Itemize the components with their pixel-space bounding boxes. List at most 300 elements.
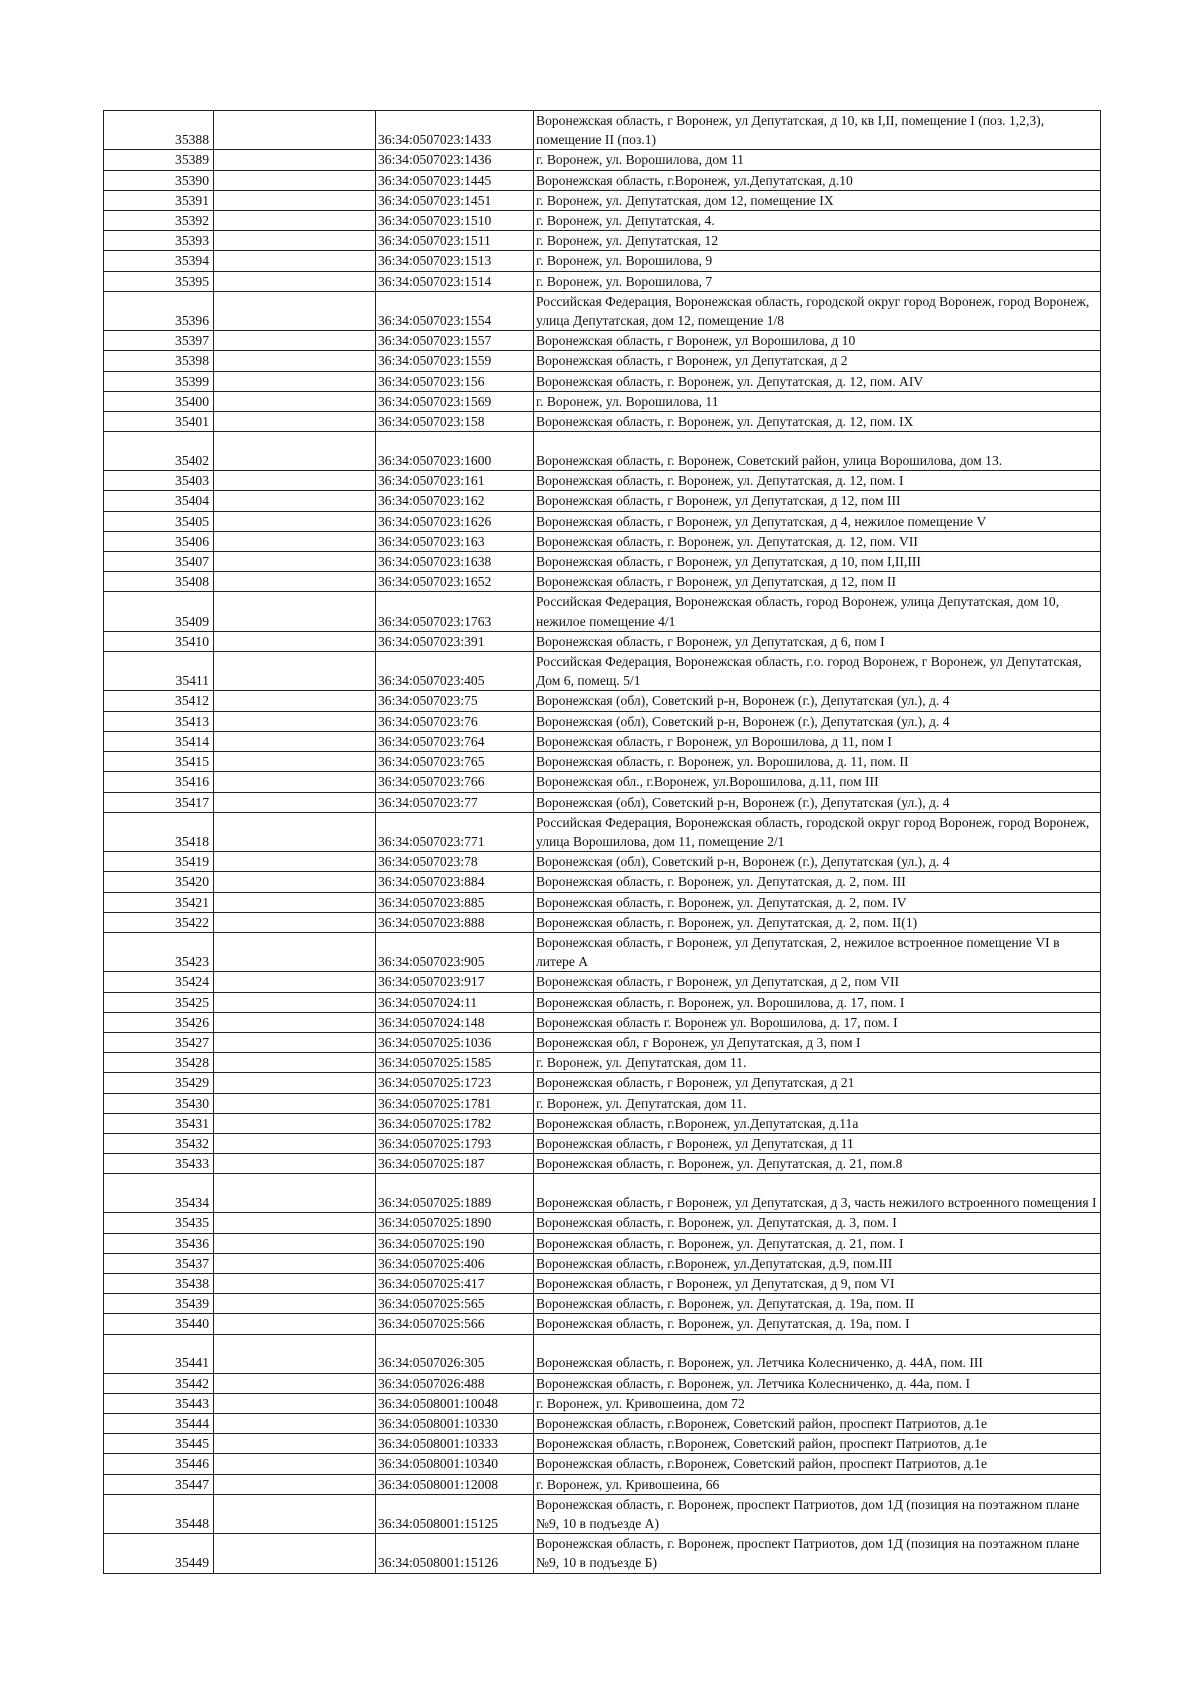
record-number: 35417: [104, 792, 214, 812]
table-row: [104, 992, 1101, 1012]
table-row: [104, 1032, 1101, 1052]
record-number: 35416: [104, 772, 214, 792]
record-number: 35414: [104, 731, 214, 751]
table-row: [104, 1213, 1101, 1233]
record-number: 35392: [104, 211, 214, 231]
address: Воронежская область, г Воронеж, ул Ворошилова, д 10: [534, 331, 1101, 351]
record-number: 35401: [104, 412, 214, 432]
table-row: [104, 752, 1101, 772]
record-number: 35443: [104, 1393, 214, 1413]
address: Воронежская область, г. Воронеж, ул. Летчика Колесниченко, д. 44А, пом. III: [534, 1334, 1101, 1373]
cadastral-number: 36:34:0507023:1652: [376, 572, 534, 592]
table-row: [104, 111, 1101, 150]
record-number: 35435: [104, 1213, 214, 1233]
table-row: [104, 711, 1101, 731]
address: г. Воронеж, ул. Депутатская, дом 11.: [534, 1093, 1101, 1113]
address: Воронежская область, г. Воронеж, проспект Патриотов, дом 1Д (позиция на поэтажном плане №9, 10 в подъезде Б): [534, 1534, 1101, 1573]
empty-cell: [214, 572, 376, 592]
cadastral-number: 36:34:0508001:15126: [376, 1534, 534, 1573]
address: г. Воронеж, ул. Ворошилова, 9: [534, 251, 1101, 271]
empty-cell: [214, 1294, 376, 1314]
cadastral-number: 36:34:0508001:15125: [376, 1494, 534, 1533]
cadastral-number: 36:34:0507023:765: [376, 752, 534, 772]
empty-cell: [214, 1113, 376, 1133]
address: Воронежская область, г. Воронеж, проспект Патриотов, дом 1Д (позиция на поэтажном плане №9, 10 в подъезде А): [534, 1494, 1101, 1533]
address: Воронежская область, г. Воронеж, ул. Депутатская, д. 3, пом. I: [534, 1213, 1101, 1233]
cadastral-number: 36:34:0508001:10330: [376, 1413, 534, 1433]
cadastral-number: 36:34:0508001:10333: [376, 1434, 534, 1454]
table-row: [104, 1454, 1101, 1474]
address: г. Воронеж, ул. Ворошилова, дом 11: [534, 150, 1101, 170]
table-row: [104, 1073, 1101, 1093]
address: г. Воронеж, ул. Ворошилова, 11: [534, 391, 1101, 411]
empty-cell: [214, 1273, 376, 1293]
cadastral-number: 36:34:0507026:305: [376, 1334, 534, 1373]
address: Воронежская область, г. Воронеж, ул. Ворошилова, д. 17, пом. I: [534, 992, 1101, 1012]
cadastral-number: 36:34:0507023:771: [376, 812, 534, 851]
record-number: 35434: [104, 1174, 214, 1213]
address: Воронежская область, г. Воронеж, Советский район, улица Ворошилова, дом 13.: [534, 432, 1101, 471]
address: Воронежская область, г Воронеж, ул Депутатская, д 3, часть нежилого встроенного помещения I: [534, 1174, 1101, 1213]
record-number: 35428: [104, 1053, 214, 1073]
address: Воронежская область, г. Воронеж, ул. Летчика Колесниченко, д. 44а, пом. I: [534, 1373, 1101, 1393]
record-number: 35402: [104, 432, 214, 471]
cadastral-number: 36:34:0507023:766: [376, 772, 534, 792]
address: г. Воронеж, ул. Кривошеина, дом 72: [534, 1393, 1101, 1413]
cadastral-number: 36:34:0507023:1436: [376, 150, 534, 170]
table-row: [104, 792, 1101, 812]
address: Воронежская область, г. Воронеж, ул. Депутатская, д. 12, пом. I: [534, 471, 1101, 491]
table-row: [104, 1393, 1101, 1413]
table-row: [104, 1253, 1101, 1273]
cadastral-number: 36:34:0507025:1723: [376, 1073, 534, 1093]
table-row: [104, 631, 1101, 651]
table-row: [104, 251, 1101, 271]
cadastral-number: 36:34:0507025:190: [376, 1233, 534, 1253]
table-row: [104, 852, 1101, 872]
record-number: 35391: [104, 190, 214, 210]
empty-cell: [214, 1494, 376, 1533]
cadastral-number: 36:34:0507023:78: [376, 852, 534, 872]
empty-cell: [214, 150, 376, 170]
record-number: 35389: [104, 150, 214, 170]
registry-table-body: [104, 111, 1101, 1574]
table-row: [104, 1053, 1101, 1073]
cadastral-number: 36:34:0507023:391: [376, 631, 534, 651]
cadastral-number: 36:34:0507023:1600: [376, 432, 534, 471]
record-number: 35439: [104, 1294, 214, 1314]
address: Воронежская область, г Воронеж, ул Депутатская, 2, нежилое встроенное помещение VI в литере А: [534, 932, 1101, 971]
cadastral-number: 36:34:0507023:161: [376, 471, 534, 491]
address: Воронежская область, г Воронеж, ул Ворошилова, д 11, пом I: [534, 731, 1101, 751]
empty-cell: [214, 652, 376, 691]
empty-cell: [214, 752, 376, 772]
table-row: [104, 231, 1101, 251]
cadastral-number: 36:34:0507023:1559: [376, 351, 534, 371]
address: Воронежская (обл), Советский р-н, Воронеж (г.), Депутатская (ул.), д. 4: [534, 792, 1101, 812]
table-row: [104, 1113, 1101, 1133]
table-row: [104, 150, 1101, 170]
cadastral-number: 36:34:0507023:1513: [376, 251, 534, 271]
table-row: [104, 572, 1101, 592]
table-row: [104, 1474, 1101, 1494]
record-number: 35436: [104, 1233, 214, 1253]
empty-cell: [214, 1413, 376, 1433]
empty-cell: [214, 1032, 376, 1052]
cadastral-number: 36:34:0507023:158: [376, 412, 534, 432]
record-number: 35437: [104, 1253, 214, 1273]
cadastral-number: 36:34:0507023:1638: [376, 552, 534, 572]
address: Воронежская область, г. Воронеж, ул. Депутатская, д. 21, пом.8: [534, 1154, 1101, 1174]
table-row: [104, 972, 1101, 992]
address: Воронежская область, г. Воронеж, ул. Депутатская, д. 19а, пом. II: [534, 1294, 1101, 1314]
address: Воронежская обл., г.Воронеж, ул.Ворошилова, д.11, пом III: [534, 772, 1101, 792]
table-row: [104, 412, 1101, 432]
table-row: [104, 371, 1101, 391]
empty-cell: [214, 111, 376, 150]
record-number: 35438: [104, 1273, 214, 1293]
table-row: [104, 471, 1101, 491]
record-number: 35420: [104, 872, 214, 892]
empty-cell: [214, 1373, 376, 1393]
record-number: 35424: [104, 972, 214, 992]
record-number: 35390: [104, 170, 214, 190]
empty-cell: [214, 1474, 376, 1494]
empty-cell: [214, 190, 376, 210]
cadastral-number: 36:34:0507026:488: [376, 1373, 534, 1393]
cadastral-number: 36:34:0507023:75: [376, 691, 534, 711]
address: Воронежская (обл), Советский р-н, Воронеж (г.), Депутатская (ул.), д. 4: [534, 691, 1101, 711]
cadastral-number: 36:34:0507023:917: [376, 972, 534, 992]
cadastral-number: 36:34:0507025:1890: [376, 1213, 534, 1233]
cadastral-number: 36:34:0507023:764: [376, 731, 534, 751]
empty-cell: [214, 1454, 376, 1474]
address: Воронежская обл, г Воронеж, ул Депутатская, д 3, пом I: [534, 1032, 1101, 1052]
cadastral-number: 36:34:0507023:884: [376, 872, 534, 892]
table-row: [104, 772, 1101, 792]
empty-cell: [214, 1012, 376, 1032]
table-row: [104, 812, 1101, 851]
cadastral-number: 36:34:0507025:417: [376, 1273, 534, 1293]
empty-cell: [214, 432, 376, 471]
cadastral-number: 36:34:0507023:905: [376, 932, 534, 971]
address: Воронежская область, г Воронеж, ул Депутатская, д 2, пом VII: [534, 972, 1101, 992]
record-number: 35393: [104, 231, 214, 251]
address: г. Воронеж, ул. Депутатская, дом 11.: [534, 1053, 1101, 1073]
empty-cell: [214, 170, 376, 190]
address: Воронежская область, г. Воронеж, ул. Ворошилова, д. 11, пом. II: [534, 752, 1101, 772]
empty-cell: [214, 711, 376, 731]
table-row: [104, 271, 1101, 291]
empty-cell: [214, 852, 376, 872]
address: Воронежская область, г. Воронеж, ул. Депутатская, д. 19а, пом. I: [534, 1314, 1101, 1334]
empty-cell: [214, 892, 376, 912]
record-number: 35394: [104, 251, 214, 271]
table-row: [104, 1314, 1101, 1334]
record-number: 35412: [104, 691, 214, 711]
table-row: [104, 892, 1101, 912]
table-row: [104, 1012, 1101, 1032]
address: Воронежская область, г Воронеж, ул Депутатская, д 6, пом I: [534, 631, 1101, 651]
address: Российская Федерация, Воронежская область, город Воронеж, улица Депутатская, дом 10, нежилое помещение 4/1: [534, 592, 1101, 631]
cadastral-number: 36:34:0507025:406: [376, 1253, 534, 1273]
address: Российская Федерация, Воронежская область, г.о. город Воронеж, г Воронеж, ул Депутатская, Дом 6, помещ. 5/1: [534, 652, 1101, 691]
empty-cell: [214, 231, 376, 251]
address: Воронежская область, г.Воронеж, Советский район, проспект Патриотов, д.1е: [534, 1454, 1101, 1474]
empty-cell: [214, 1314, 376, 1334]
address: Воронежская область, г. Воронеж, ул. Депутатская, д. 12, пом. AIV: [534, 371, 1101, 391]
table-row: [104, 1233, 1101, 1253]
table-row: [104, 872, 1101, 892]
cadastral-number: 36:34:0507023:76: [376, 711, 534, 731]
record-number: 35446: [104, 1454, 214, 1474]
cadastral-number: 36:34:0508001:10340: [376, 1454, 534, 1474]
address: Воронежская область г. Воронеж ул. Ворошилова, д. 17, пом. I: [534, 1012, 1101, 1032]
record-number: 35445: [104, 1434, 214, 1454]
record-number: 35430: [104, 1093, 214, 1113]
record-number: 35406: [104, 531, 214, 551]
table-row: [104, 511, 1101, 531]
record-number: 35431: [104, 1113, 214, 1133]
empty-cell: [214, 731, 376, 751]
record-number: 35415: [104, 752, 214, 772]
address: Воронежская область, г.Воронеж, ул.Депутатская, д.10: [534, 170, 1101, 190]
empty-cell: [214, 872, 376, 892]
empty-cell: [214, 412, 376, 432]
cadastral-number: 36:34:0507025:1781: [376, 1093, 534, 1113]
cadastral-number: 36:34:0507023:1569: [376, 391, 534, 411]
record-number: 35410: [104, 631, 214, 651]
empty-cell: [214, 912, 376, 932]
address: Российская Федерация, Воронежская область, городской округ город Воронеж, город Воронеж, улица Ворошилова, дом 11, помещение 2/1: [534, 812, 1101, 851]
address: Воронежская область, г. Воронеж, ул. Депутатская, д. 2, пом. II(1): [534, 912, 1101, 932]
empty-cell: [214, 291, 376, 330]
address: Воронежская область, г.Воронеж, Советский район, проспект Патриотов, д.1е: [534, 1434, 1101, 1454]
record-number: 35388: [104, 111, 214, 150]
cadastral-number: 36:34:0507025:1793: [376, 1133, 534, 1153]
empty-cell: [214, 1093, 376, 1113]
address: г. Воронеж, ул. Ворошилова, 7: [534, 271, 1101, 291]
cadastral-number: 36:34:0507025:565: [376, 1294, 534, 1314]
record-number: 35408: [104, 572, 214, 592]
table-row: [104, 190, 1101, 210]
empty-cell: [214, 251, 376, 271]
table-row: [104, 1154, 1101, 1174]
table-row: [104, 1273, 1101, 1293]
address: Воронежская область, г. Воронеж, ул. Депутатская, д. 12, пом. VII: [534, 531, 1101, 551]
empty-cell: [214, 1233, 376, 1253]
table-row: [104, 211, 1101, 231]
record-number: 35423: [104, 932, 214, 971]
record-number: 35449: [104, 1534, 214, 1573]
empty-cell: [214, 592, 376, 631]
cadastral-number: 36:34:0507023:1514: [376, 271, 534, 291]
cadastral-number: 36:34:0508001:12008: [376, 1474, 534, 1494]
table-row: [104, 552, 1101, 572]
empty-cell: [214, 1334, 376, 1373]
record-number: 35400: [104, 391, 214, 411]
address: Воронежская область, г Воронеж, ул Депутатская, д 12, пом II: [534, 572, 1101, 592]
address: Воронежская область, г.Воронеж, ул.Депутатская, д.11а: [534, 1113, 1101, 1133]
record-number: 35403: [104, 471, 214, 491]
empty-cell: [214, 1133, 376, 1153]
table-row: [104, 331, 1101, 351]
empty-cell: [214, 552, 376, 572]
empty-cell: [214, 812, 376, 851]
record-number: 35444: [104, 1413, 214, 1433]
cadastral-number: 36:34:0508001:10048: [376, 1393, 534, 1413]
record-number: 35407: [104, 552, 214, 572]
cadastral-number: 36:34:0507023:405: [376, 652, 534, 691]
cadastral-number: 36:34:0507023:1510: [376, 211, 534, 231]
empty-cell: [214, 471, 376, 491]
address: Воронежская область, г. Воронеж, ул. Депутатская, д. 12, пом. IX: [534, 412, 1101, 432]
empty-cell: [214, 271, 376, 291]
table-row: [104, 932, 1101, 971]
empty-cell: [214, 992, 376, 1012]
table-row: [104, 351, 1101, 371]
record-number: 35405: [104, 511, 214, 531]
registry-table: [103, 110, 1101, 1574]
table-row: [104, 1434, 1101, 1454]
cadastral-number: 36:34:0507025:1889: [376, 1174, 534, 1213]
record-number: 35427: [104, 1032, 214, 1052]
table-row: [104, 1133, 1101, 1153]
cadastral-number: 36:34:0507023:1433: [376, 111, 534, 150]
table-row: [104, 1534, 1101, 1573]
record-number: 35395: [104, 271, 214, 291]
cadastral-number: 36:34:0507023:1451: [376, 190, 534, 210]
address: г. Воронеж, ул. Депутатская, дом 12, помещение IX: [534, 190, 1101, 210]
record-number: 35404: [104, 491, 214, 511]
address: Воронежская область, г Воронеж, ул Депутатская, д 4, нежилое помещение V: [534, 511, 1101, 531]
empty-cell: [214, 511, 376, 531]
address: г. Воронеж, ул. Депутатская, 4.: [534, 211, 1101, 231]
table-row: [104, 170, 1101, 190]
address: Российская Федерация, Воронежская область, городской округ город Воронеж, город Воронеж, улица Депутатская, дом 12, помещение 1/8: [534, 291, 1101, 330]
address: Воронежская область, г.Воронеж, ул.Депутатская, д.9, пом.III: [534, 1253, 1101, 1273]
table-row: [104, 1174, 1101, 1213]
cadastral-number: 36:34:0507024:148: [376, 1012, 534, 1032]
empty-cell: [214, 1073, 376, 1093]
empty-cell: [214, 691, 376, 711]
cadastral-number: 36:34:0507023:885: [376, 892, 534, 912]
empty-cell: [214, 972, 376, 992]
table-row: [104, 592, 1101, 631]
address: Воронежская область, г Воронеж, ул Депутатская, д 10, кв I,II, помещение I (поз. 1,2,3), помещение II (поз.1): [534, 111, 1101, 150]
record-number: 35419: [104, 852, 214, 872]
empty-cell: [214, 772, 376, 792]
cadastral-number: 36:34:0507025:1036: [376, 1032, 534, 1052]
record-number: 35426: [104, 1012, 214, 1032]
record-number: 35422: [104, 912, 214, 932]
empty-cell: [214, 391, 376, 411]
empty-cell: [214, 331, 376, 351]
record-number: 35399: [104, 371, 214, 391]
empty-cell: [214, 631, 376, 651]
empty-cell: [214, 792, 376, 812]
empty-cell: [214, 1534, 376, 1573]
table-row: [104, 1294, 1101, 1314]
table-row: [104, 1373, 1101, 1393]
record-number: 35396: [104, 291, 214, 330]
cadastral-number: 36:34:0507025:566: [376, 1314, 534, 1334]
empty-cell: [214, 491, 376, 511]
empty-cell: [214, 1053, 376, 1073]
empty-cell: [214, 531, 376, 551]
empty-cell: [214, 371, 376, 391]
address: Воронежская область, г. Воронеж, ул. Депутатская, д. 2, пом. IV: [534, 892, 1101, 912]
record-number: 35448: [104, 1494, 214, 1533]
record-number: 35429: [104, 1073, 214, 1093]
record-number: 35418: [104, 812, 214, 851]
address: Воронежская область, г.Воронеж, Советский район, проспект Патриотов, д.1е: [534, 1413, 1101, 1433]
address: Воронежская область, г Воронеж, ул Депутатская, д 2: [534, 351, 1101, 371]
empty-cell: [214, 1434, 376, 1454]
address: Воронежская область, г. Воронеж, ул. Депутатская, д. 2, пом. III: [534, 872, 1101, 892]
record-number: 35425: [104, 992, 214, 1012]
table-row: [104, 1413, 1101, 1433]
table-row: [104, 531, 1101, 551]
cadastral-number: 36:34:0507023:1763: [376, 592, 534, 631]
cadastral-number: 36:34:0507025:1585: [376, 1053, 534, 1073]
record-number: 35398: [104, 351, 214, 371]
record-number: 35421: [104, 892, 214, 912]
address: Воронежская область, г Воронеж, ул Депутатская, д 12, пом III: [534, 491, 1101, 511]
table-row: [104, 912, 1101, 932]
record-number: 35433: [104, 1154, 214, 1174]
empty-cell: [214, 1174, 376, 1213]
empty-cell: [214, 1253, 376, 1273]
record-number: 35409: [104, 592, 214, 631]
address: Воронежская область, г Воронеж, ул Депутатская, д 21: [534, 1073, 1101, 1093]
address: г. Воронеж, ул. Депутатская, 12: [534, 231, 1101, 251]
cadastral-number: 36:34:0507025:187: [376, 1154, 534, 1174]
cadastral-number: 36:34:0507023:77: [376, 792, 534, 812]
cadastral-number: 36:34:0507023:1626: [376, 511, 534, 531]
record-number: 35440: [104, 1314, 214, 1334]
cadastral-number: 36:34:0507023:162: [376, 491, 534, 511]
record-number: 35397: [104, 331, 214, 351]
empty-cell: [214, 932, 376, 971]
address: Воронежская область, г Воронеж, ул Депутатская, д 9, пом VI: [534, 1273, 1101, 1293]
address: Воронежская область, г Воронеж, ул Депутатская, д 11: [534, 1133, 1101, 1153]
record-number: 35441: [104, 1334, 214, 1373]
address: Воронежская область, г Воронеж, ул Депутатская, д 10, пом I,II,III: [534, 552, 1101, 572]
table-row: [104, 691, 1101, 711]
table-row: [104, 432, 1101, 471]
cadastral-number: 36:34:0507023:156: [376, 371, 534, 391]
table-row: [104, 1334, 1101, 1373]
table-row: [104, 731, 1101, 751]
table-row: [104, 291, 1101, 330]
cadastral-number: 36:34:0507023:1511: [376, 231, 534, 251]
record-number: 35411: [104, 652, 214, 691]
table-row: [104, 391, 1101, 411]
record-number: 35432: [104, 1133, 214, 1153]
address: г. Воронеж, ул. Кривошеина, 66: [534, 1474, 1101, 1494]
table-row: [104, 491, 1101, 511]
cadastral-number: 36:34:0507025:1782: [376, 1113, 534, 1133]
table-row: [104, 1093, 1101, 1113]
cadastral-number: 36:34:0507023:1557: [376, 331, 534, 351]
empty-cell: [214, 1154, 376, 1174]
record-number: 35442: [104, 1373, 214, 1393]
empty-cell: [214, 211, 376, 231]
empty-cell: [214, 351, 376, 371]
address: Воронежская область, г. Воронеж, ул. Депутатская, д. 21, пом. I: [534, 1233, 1101, 1253]
address: Воронежская (обл), Советский р-н, Воронеж (г.), Депутатская (ул.), д. 4: [534, 711, 1101, 731]
